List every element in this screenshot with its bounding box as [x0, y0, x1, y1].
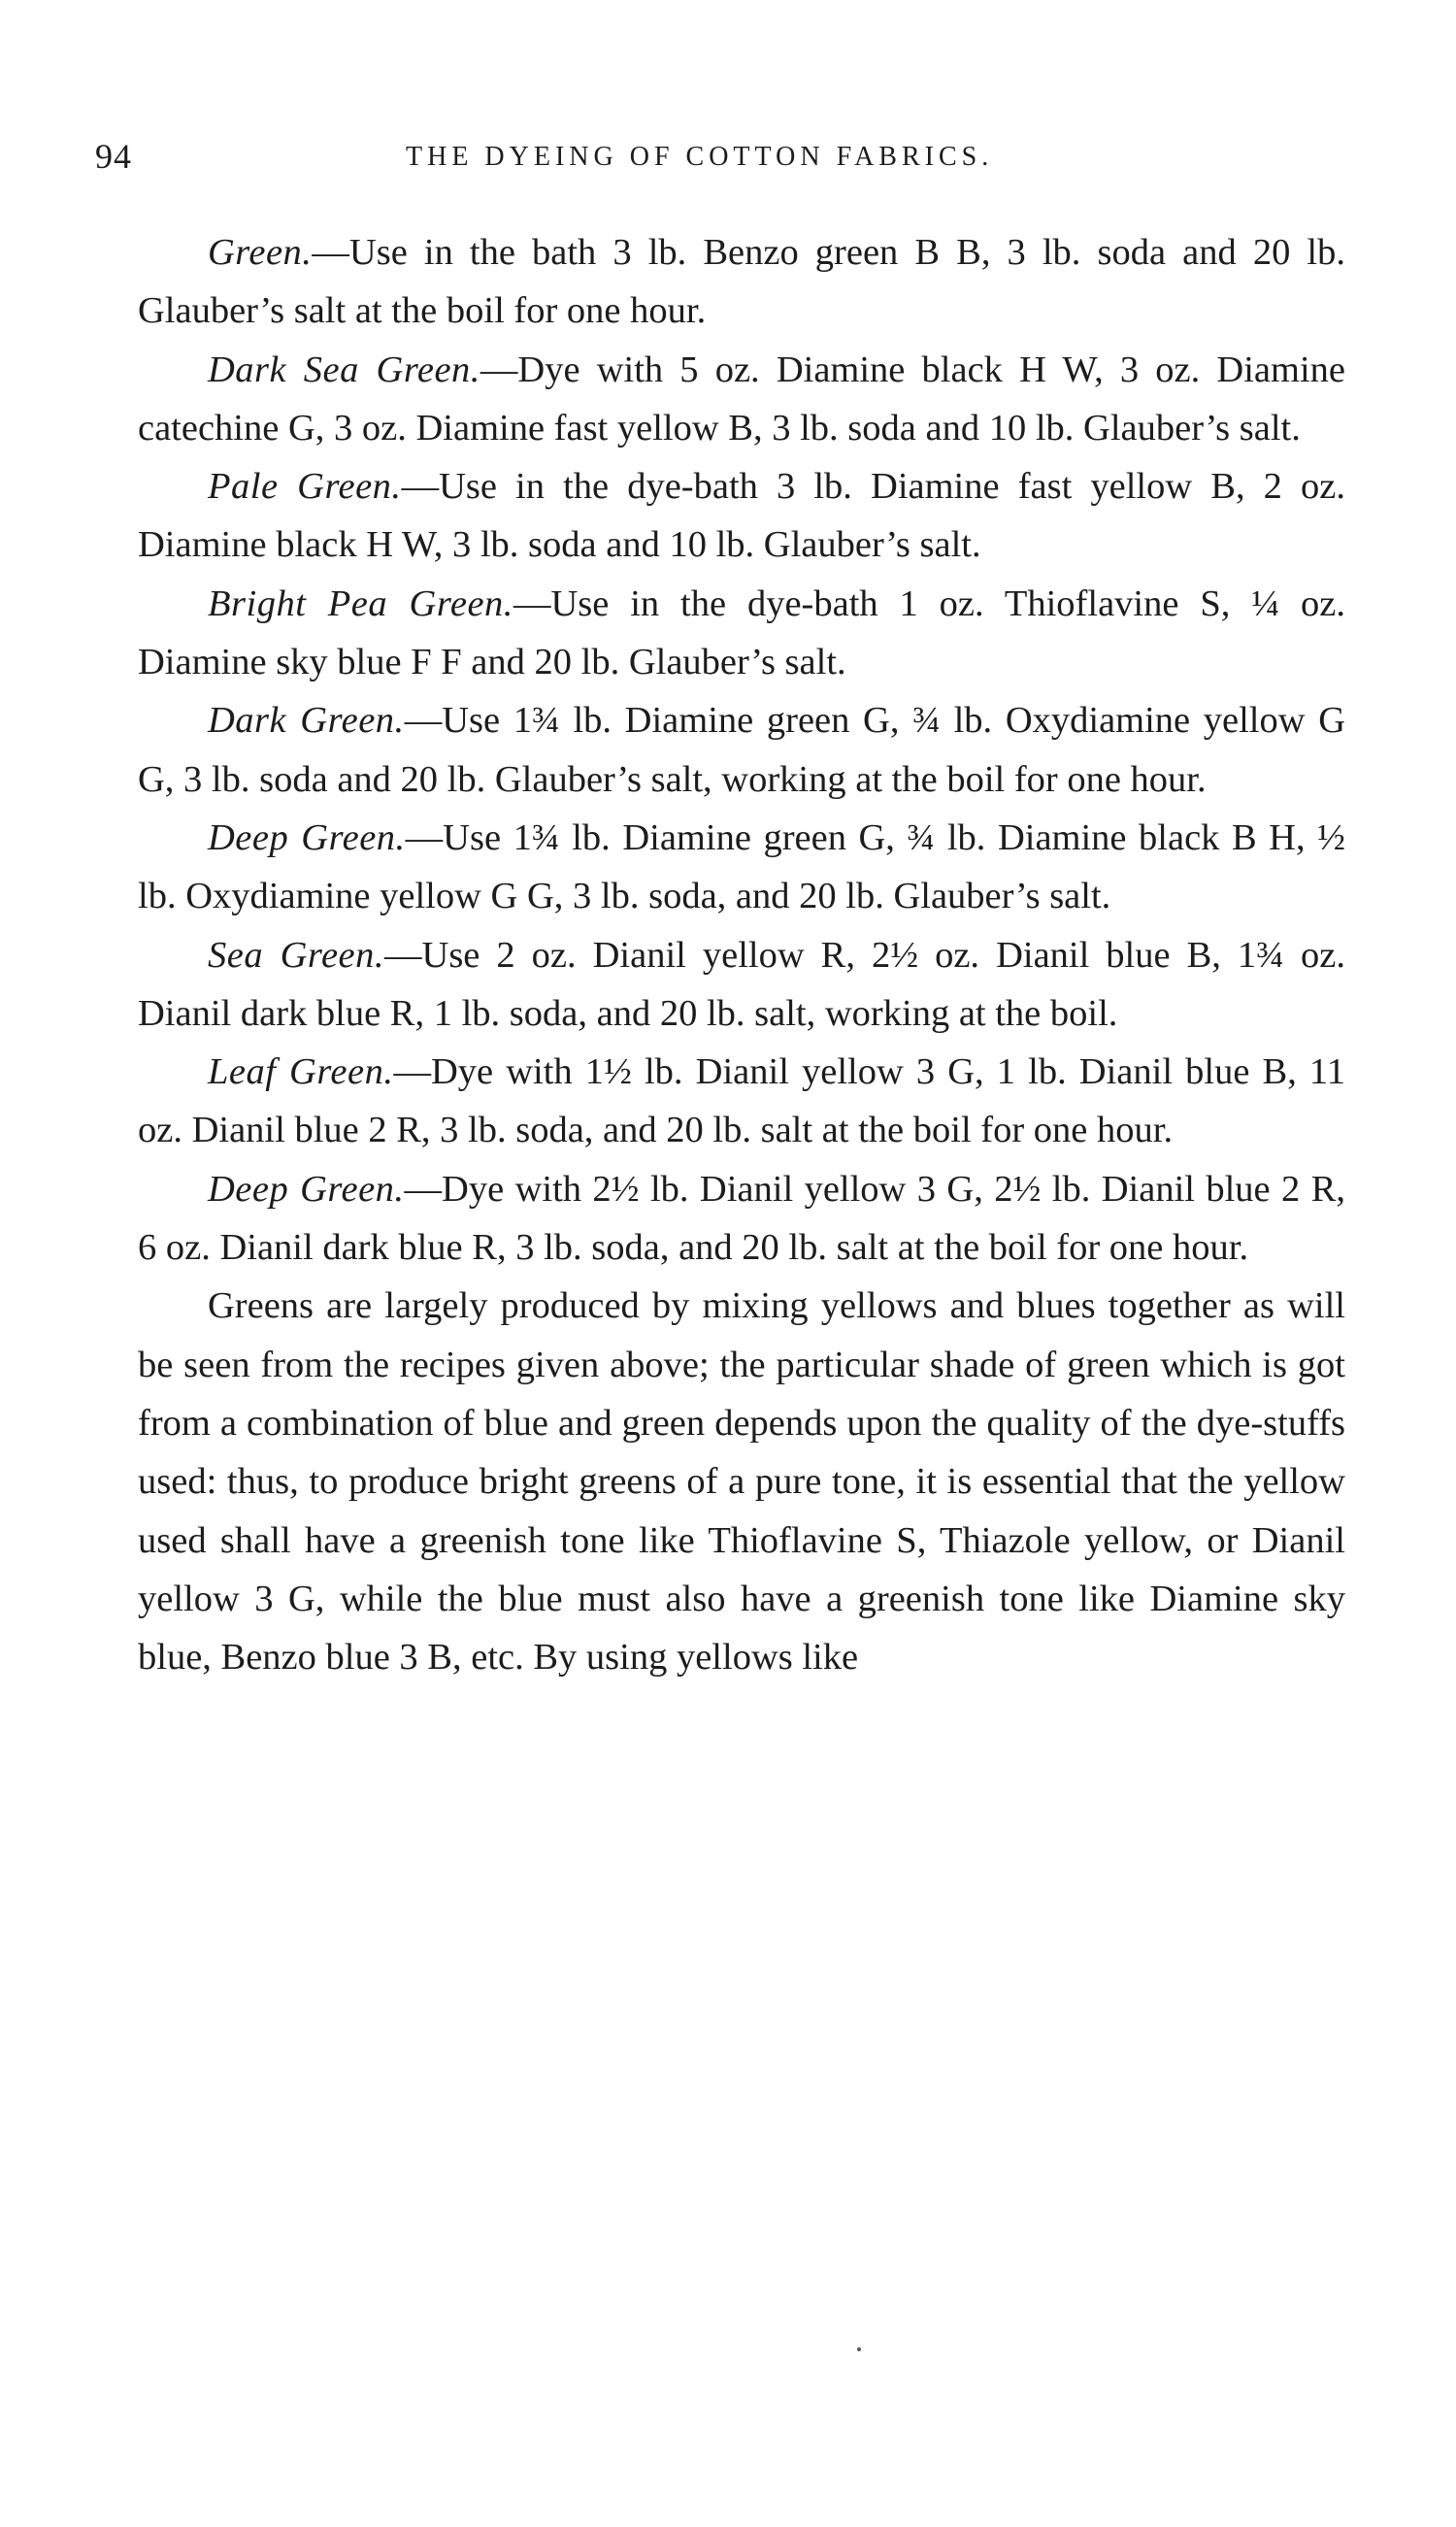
recipe-heading: Deep Green. — [208, 1168, 405, 1210]
ink-speck — [857, 2347, 861, 2351]
recipe-text: —Use in the dye-bath 3 lb. Diamine fast yellow B, 2 oz. Diamine black H W, 3 lb. soda and 10 lb. Glauber’s salt. — [138, 466, 1345, 566]
recipe-paragraph — [138, 691, 1345, 809]
recipe-text: —Use in the bath 3 lb. Benzo green B B, 3 lb. soda and 20 lb. Glauber’s salt at the boil for one hour. — [138, 232, 1345, 332]
recipe-paragraph — [138, 809, 1345, 926]
page-header — [95, 136, 1357, 194]
recipe-text: —Dye with 1½ lb. Dianil yellow 3 G, 1 lb. Dianil blue B, 11 oz. Dianil blue 2 R, 3 lb. soda, and 20 lb. salt at the boil for one hour. — [138, 1051, 1345, 1151]
recipe-heading: Leaf Green. — [208, 1051, 394, 1093]
recipe-text: —Use 1¾ lb. Diamine green G, ¾ lb. Oxydiamine yellow G G, 3 lb. soda and 20 lb. Glauber’s salt, working at the boil for one hour. — [138, 700, 1345, 800]
recipe-paragraph — [138, 1043, 1345, 1160]
recipe-text: —Dye with 2½ lb. Dianil yellow 3 G, 2½ lb. Dianil blue 2 R, 6 oz. Dianil dark blue R, 3 lb. soda, and 20 lb. salt at the boil for one hour. — [138, 1168, 1346, 1269]
recipe-paragraph — [138, 341, 1345, 458]
page-number: 94 — [95, 137, 132, 176]
recipe-heading: Bright Pea Green. — [208, 582, 513, 624]
recipe-paragraph — [138, 575, 1345, 692]
recipe-text: —Use in the dye-bath 1 oz. Thioflavine S, ¼ oz. Diamine sky blue F F and 20 lb. Glauber’s salt. — [138, 582, 1345, 683]
recipe-heading: Green. — [208, 232, 313, 273]
recipe-heading: Sea Green. — [208, 934, 385, 976]
recipe-paragraph — [138, 1160, 1345, 1278]
recipe-text: —Dye with 5 oz. Diamine black H W, 3 oz. Diamine catechine G, 3 oz. Diamine fast yellow B, 3 lb. soda and 10 lb. Glauber’s salt. — [138, 349, 1345, 449]
recipe-paragraph — [138, 926, 1345, 1044]
running-title: THE DYEING OF COTTON FABRICS. — [406, 142, 994, 172]
recipe-text: —Use 2 oz. Dianil yellow R, 2½ oz. Dianil blue B, 1¾ oz. Dianil dark blue R, 1 lb. soda, and 20 lb. salt, working at the boil. — [138, 934, 1346, 1034]
recipe-heading: Pale Green. — [208, 466, 402, 508]
page-body — [138, 223, 1345, 1686]
closing-paragraph: Greens are largely produced by mixing yellows and blues together as will be seen from the recipes given above; the particular shade of green which is got from a combination of blue and green depends upon the quality of the dye-stuffs used: thus, to produce bright greens of a pure tone, it is essential that the yellow used shall have a greenish tone like Thioflavine S, Thiazole yellow, or Dianil yellow 3 G, while the blue must also have a greenish tone like Diamine sky blue, Benzo blue 3 B, etc. By using yellows like — [138, 1285, 1345, 1679]
recipe-paragraph — [138, 457, 1345, 575]
recipe-heading: Dark Sea Green. — [208, 349, 480, 390]
recipe-heading: Dark Green. — [208, 700, 405, 742]
recipe-paragraph — [138, 223, 1345, 341]
recipe-heading: Deep Green. — [208, 816, 406, 858]
recipe-text: —Use 1¾ lb. Diamine green G, ¾ lb. Diamine black B H, ½ lb. Oxydiamine yellow G G, 3 lb. soda, and 20 lb. Glauber’s salt. — [138, 816, 1345, 917]
